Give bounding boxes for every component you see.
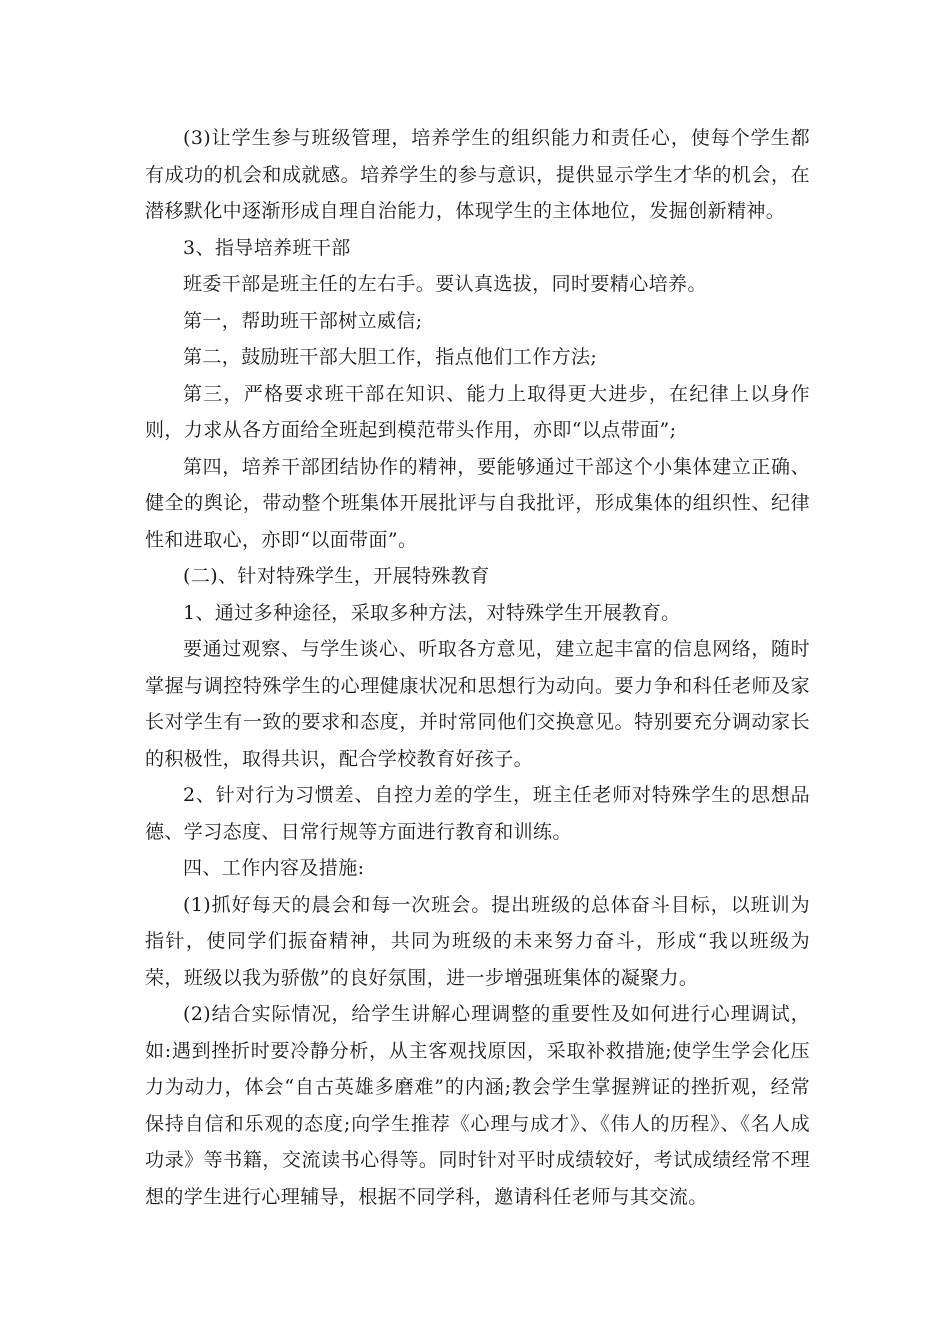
heading-special-students: (二)、针对特殊学生，开展特殊教育: [183, 565, 490, 587]
paragraph-class-committee: 班委干部是班主任的左右手。要认真选拔，同时要精心培养。: [183, 273, 707, 295]
paragraph-student-management: (3)让学生参与班级管理，培养学生的组织能力和责任心，使每个学生都有成功的机会和成就感。培养学生的参与意识，提供显示学生才华的机会，在潜移默化中逐渐形成自理自治能力，体现学生的主体地位，发掘创新精神。: [145, 127, 810, 222]
paragraph-fourth: 第四，培养干部团结协作的精神，要能够通过干部这个小集体建立正确、健全的舆论，带动整个班集体开展批评与自我批评，形成集体的组织性、纪律性和进取心，亦即“以面带面”。: [145, 455, 810, 551]
paragraph-third: 第三，严格要求班干部在知识、能力上取得更大进步，在纪律上以身作则，力求从各方面给全班起到模范带头作用，亦即“以点带面”;: [145, 382, 810, 441]
paragraph-psychology: (2)结合实际情况，给学生讲解心理调整的重要性及如何进行心理调试，如:遇到挫折时要冷静分析，从主客观找原因，采取补救措施;使学生学会化压力为动力，体会“自古英雄多磨难”的内涵;教会学生掌握辨证的挫折观，经常保持自信和乐观的态度;向学生推荐《心理与成才》、《伟人的历程》、《名人成功录》等书籍，交流读书心得等。同时针对平时成绩较好，考试成绩经常不理想的学生进行心理辅导，根据不同学科，邀请科任老师与其交流。: [145, 1003, 810, 1208]
paragraph-morning-meeting: (1)抓好每天的晨会和每一次班会。提出班级的总体奋斗目标，以班训为指针，使同学们振奋精神，共同为班级的未来努力奋斗，形成“我以班级为荣，班级以我为骄傲”的良好氛围，进一步增强班集体的凝聚力。: [145, 893, 810, 989]
paragraph-second: 第二，鼓励班干部大胆工作，指点他们工作方法;: [183, 346, 598, 368]
paragraph-item-1: 1、通过多种途径，采取多种方法，对特殊学生开展教育。: [183, 601, 681, 624]
paragraph-observation: 要通过观察、与学生谈心、听取各方意见，建立起丰富的信息网络，随时掌握与调控特殊学生的心理健康状况和思想行为动向。要力争和科任老师及家长对学生有一致的要求和态度，并时常同他们交换意见。特别要充分调动家长的积极性，取得共识，配合学校教育好孩子。: [145, 638, 810, 770]
document-body: [145, 120, 810, 1215]
paragraph-item-2: 2、针对行为习惯差、自控力差的学生，班主任老师对特殊学生的思想品德、学习态度、日常行规等方面进行教育和训练。: [145, 784, 810, 843]
heading-work-content: 四、工作内容及措施:: [183, 857, 365, 879]
paragraph-first: 第一，帮助班干部树立威信;: [183, 309, 423, 332]
heading-guide-class-cadres: 3、指导培养班干部: [183, 236, 351, 259]
